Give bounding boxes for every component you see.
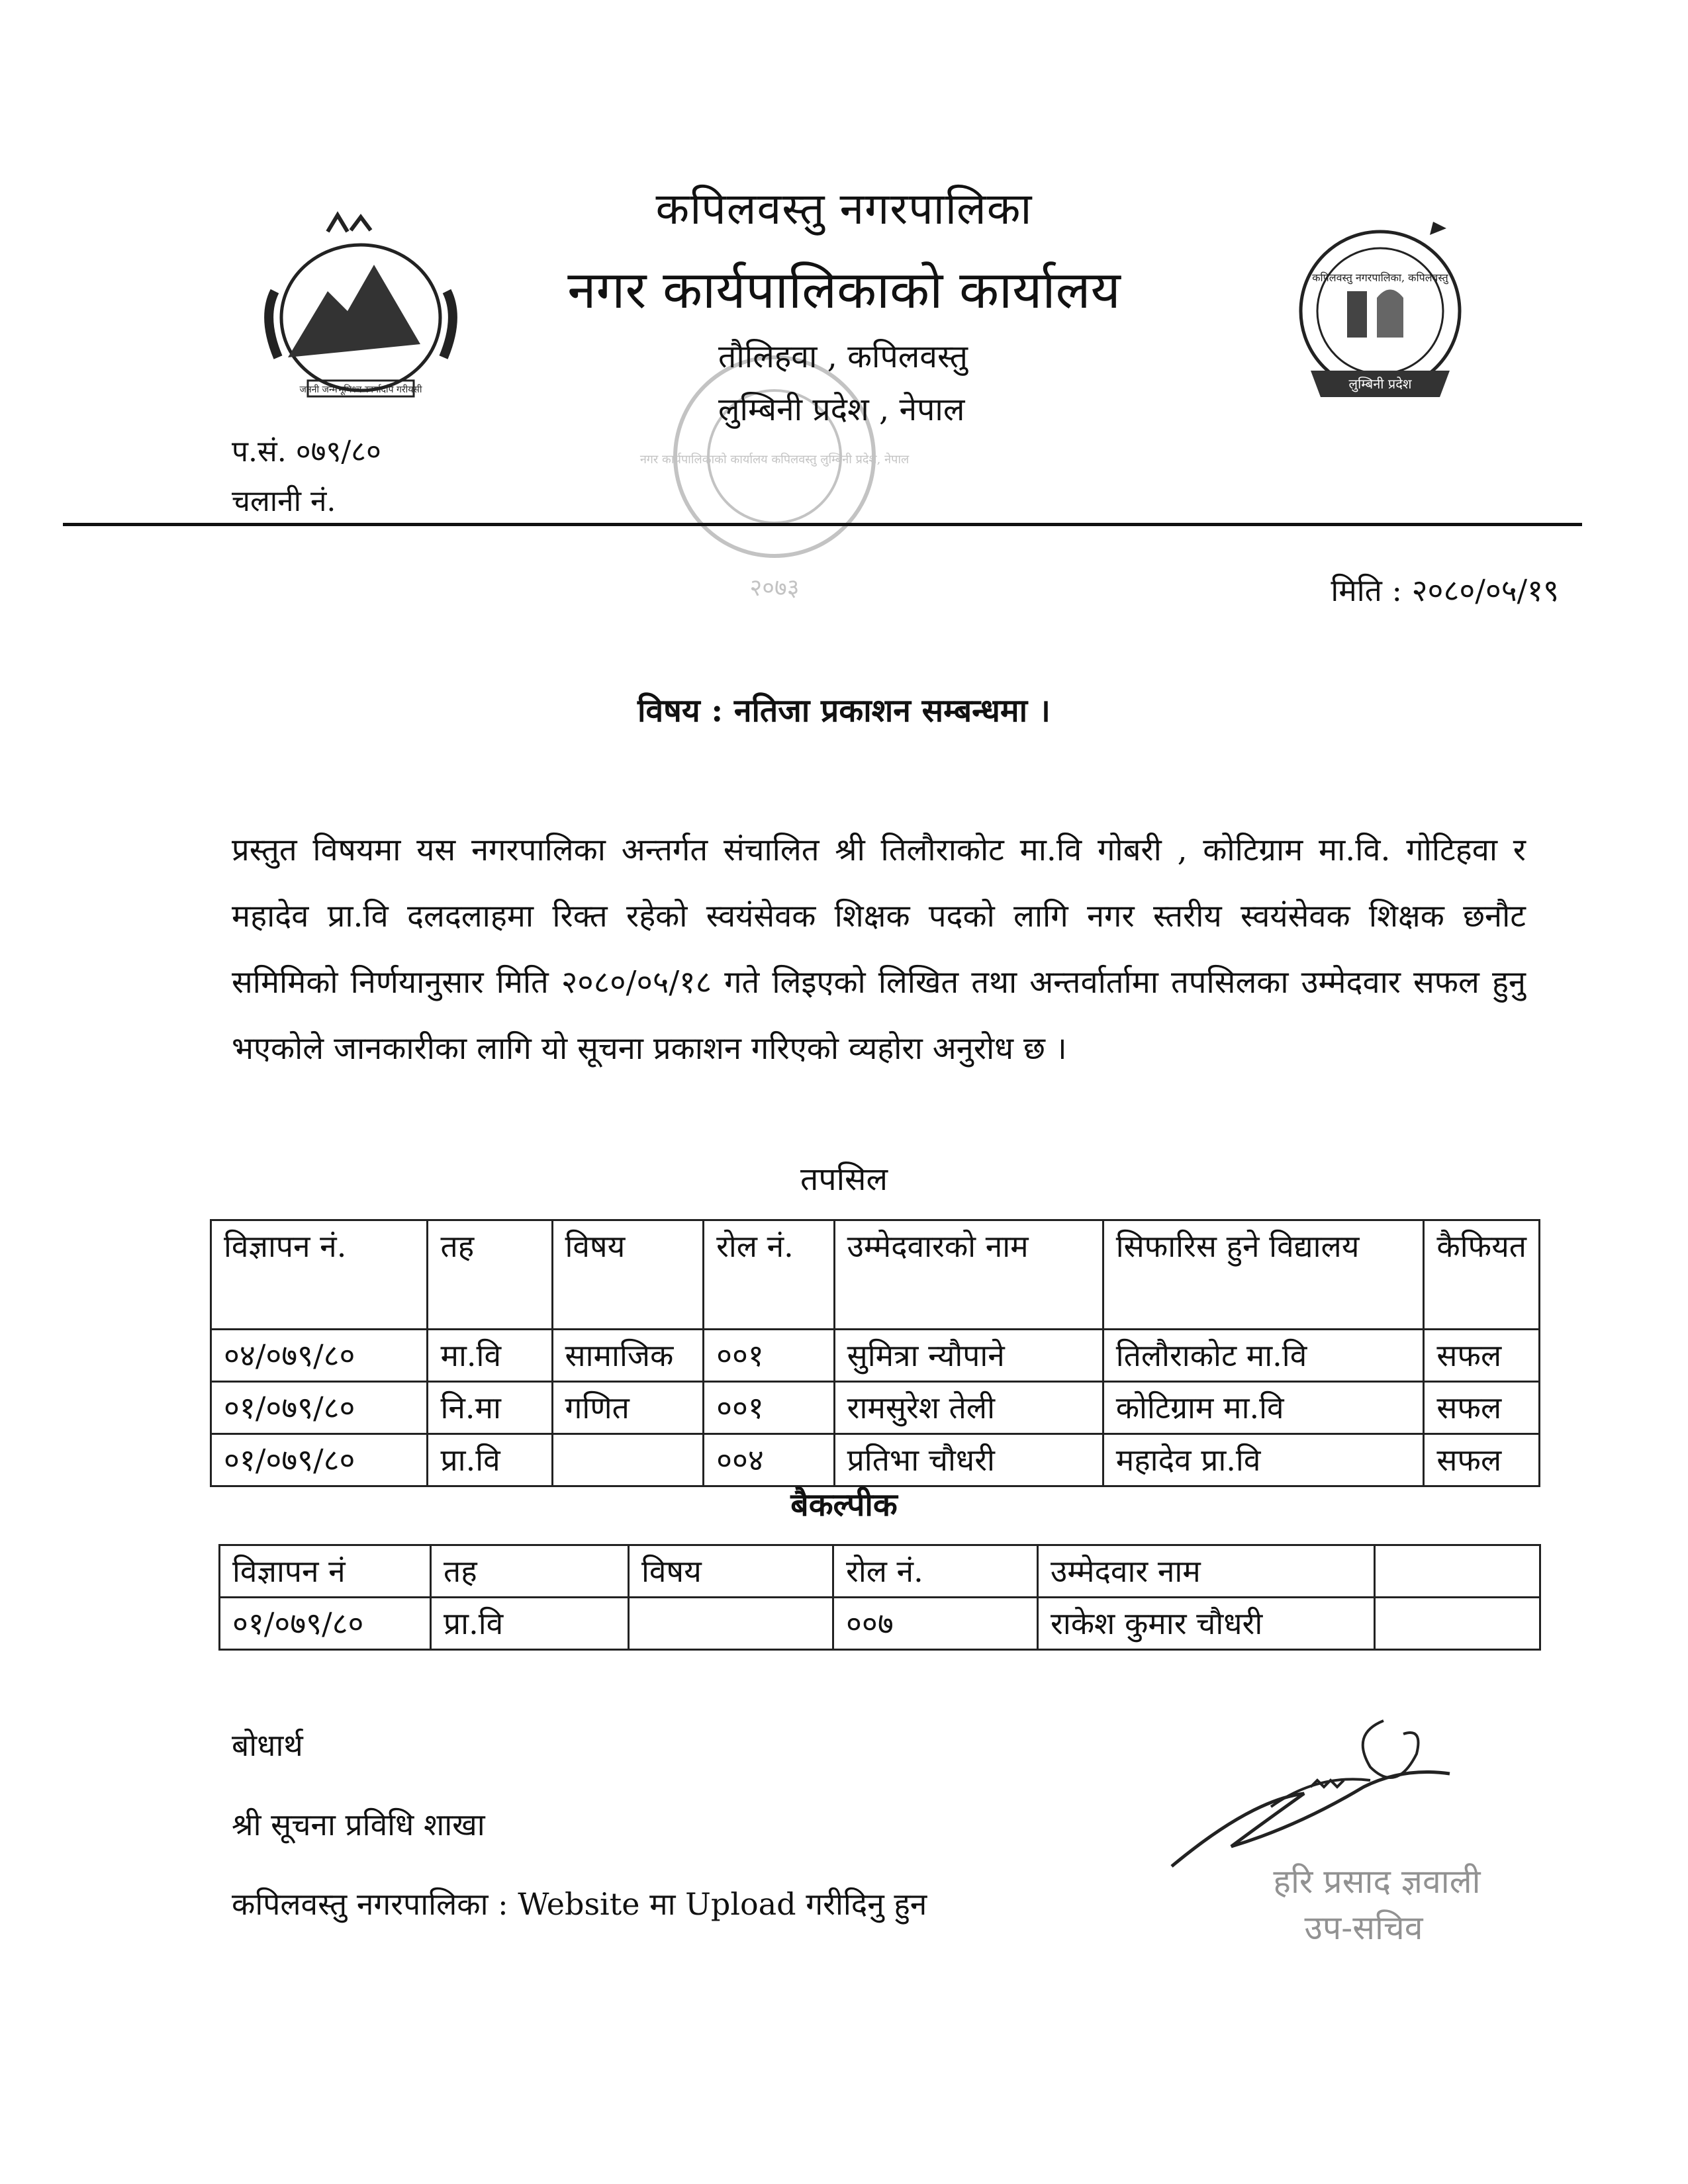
column-header: तह — [431, 1545, 629, 1598]
table-cell: ००१ — [704, 1382, 835, 1434]
table-cell: मा.वि — [428, 1330, 552, 1382]
seal-text-bottom: लुम्बिनी प्रदेश — [1348, 376, 1412, 392]
alternate-table — [218, 1544, 1541, 1651]
column-header: सिफारिस हुने विद्यालय — [1103, 1220, 1424, 1330]
instruction-line: कपिलवस्तु नगरपालिका : Website मा Upload गरीदिनु हुन — [232, 1886, 927, 1922]
address-line-1: तौलिहवा , कपिलवस्तु — [718, 338, 968, 375]
column-header: विज्ञापन नं — [220, 1545, 431, 1598]
column-header: उम्मेदवार नाम — [1038, 1545, 1375, 1598]
letter-body: प्रस्तुत विषयमा यस नगरपालिका अन्तर्गत संचालित श्री तिलौराकोट मा.वि गोबरी , कोटिग्राम मा.वि. गोटिहवा र महादेव प्रा.वि दलदलाहमा रिक्त रहेको स्वयंसेवक शिक्षक पदको लागि नगर स्तरीय स्वयंसेवक शिक्षक छनौट समिमिको निर्णयानुसार मिति २०८०/०५/१८ गते लिइएको लिखित तथा अन्तर्वार्तामा तपसिलका उम्मेदवार सफल हुनु भएकोले जानकारीका लागि यो सूचना प्रकाशन गरिएको व्यहोरा अनुरोध छ । — [232, 832, 1526, 1067]
table-cell: ०१/०७९/८० — [211, 1434, 428, 1486]
table-cell: सफल — [1424, 1330, 1540, 1382]
column-header: विज्ञापन नं. — [211, 1220, 428, 1330]
column-header: रोल नं. — [704, 1220, 835, 1330]
table-cell — [1375, 1598, 1540, 1650]
office-stamp — [639, 344, 910, 609]
stamp-year: २०७३ — [749, 574, 800, 602]
table-cell: सफल — [1424, 1434, 1540, 1486]
for-information-label: बोधार्थ — [232, 1727, 303, 1763]
table-cell: ०१/०७९/८० — [220, 1598, 431, 1650]
table-cell: प्रा.वि — [428, 1434, 552, 1486]
table-row — [211, 1330, 1540, 1382]
alternate-caption: बैकल्पीक — [790, 1486, 898, 1524]
table-cell: राकेश कुमार चौधरी — [1038, 1598, 1375, 1650]
table-cell: नि.मा — [428, 1382, 552, 1434]
table-header-row — [211, 1220, 1540, 1330]
signature-block — [1152, 1694, 1549, 1985]
recipient-line: श्री सूचना प्रविधि शाखा — [232, 1807, 485, 1843]
table-cell: ००४ — [704, 1434, 835, 1486]
table-cell: प्रा.वि — [431, 1598, 629, 1650]
table-cell: सुमित्रा न्यौपाने — [834, 1330, 1103, 1382]
table-cell — [552, 1434, 704, 1486]
table-cell: सफल — [1424, 1382, 1540, 1434]
signatory-designation: उप-सचिव — [1304, 1909, 1423, 1947]
column-header: विषय — [629, 1545, 833, 1598]
emblem-text: जननी जन्मभूमिश्च स्वर्गादपि गरीयसी — [299, 385, 422, 395]
office-name: नगर कार्यपालिकाको कार्यालय — [567, 261, 1121, 320]
table-cell: ०१/०७९/८० — [211, 1382, 428, 1434]
table-cell: प्रतिभा चौधरी — [834, 1434, 1103, 1486]
table-cell: ०४/०७९/८० — [211, 1330, 428, 1382]
results-caption: तपसिल — [800, 1161, 888, 1198]
column-header: विषय — [552, 1220, 704, 1330]
column-header: रोल नं. — [833, 1545, 1038, 1598]
header-divider — [63, 523, 1582, 526]
address-line-2: लुम्बिनी प्रदेश , नेपाल — [718, 391, 965, 428]
column-header: तह — [428, 1220, 552, 1330]
table-cell: रामसुरेश तेली — [834, 1382, 1103, 1434]
stamp-text: नगर कार्यपालिकाको कार्यालय कपिलवस्तु लुम्बिनी प्रदेश, नेपाल — [639, 453, 910, 467]
results-table — [210, 1219, 1540, 1487]
table-cell: ००७ — [833, 1598, 1038, 1650]
table-cell: महादेव प्रा.वि — [1103, 1434, 1424, 1486]
table-cell: गणित — [552, 1382, 704, 1434]
municipality-name: कपिलवस्तु नगरपालिका — [655, 183, 1033, 234]
seal-text-top: कपिलवस्तु नगरपालिका, कपिलवस्तु — [1312, 271, 1448, 284]
table-header-row — [220, 1545, 1540, 1598]
dispatch-number: चलानी नं. — [232, 484, 336, 518]
column-header — [1375, 1545, 1540, 1598]
table-cell: तिलौराकोट मा.वि — [1103, 1330, 1424, 1382]
table-cell: कोटिग्राम मा.वि — [1103, 1382, 1424, 1434]
letter-subject: विषय : नतिजा प्रकाशन सम्बन्धमा । — [637, 692, 1051, 729]
table-cell: ००१ — [704, 1330, 835, 1382]
letter-date: मिति : २०८०/०५/१९ — [1331, 572, 1559, 608]
signatory-name: हरि प्रसाद ज्ञवाली — [1273, 1862, 1481, 1901]
table-row — [211, 1434, 1540, 1486]
table-row — [220, 1598, 1540, 1650]
fiscal-reference: प.सं. ०७९/८० — [232, 435, 381, 469]
column-header: कैफियत — [1424, 1220, 1540, 1330]
table-cell: सामाजिक — [552, 1330, 704, 1382]
table-cell — [629, 1598, 833, 1650]
table-row — [211, 1382, 1540, 1434]
column-header: उम्मेदवारको नाम — [834, 1220, 1103, 1330]
